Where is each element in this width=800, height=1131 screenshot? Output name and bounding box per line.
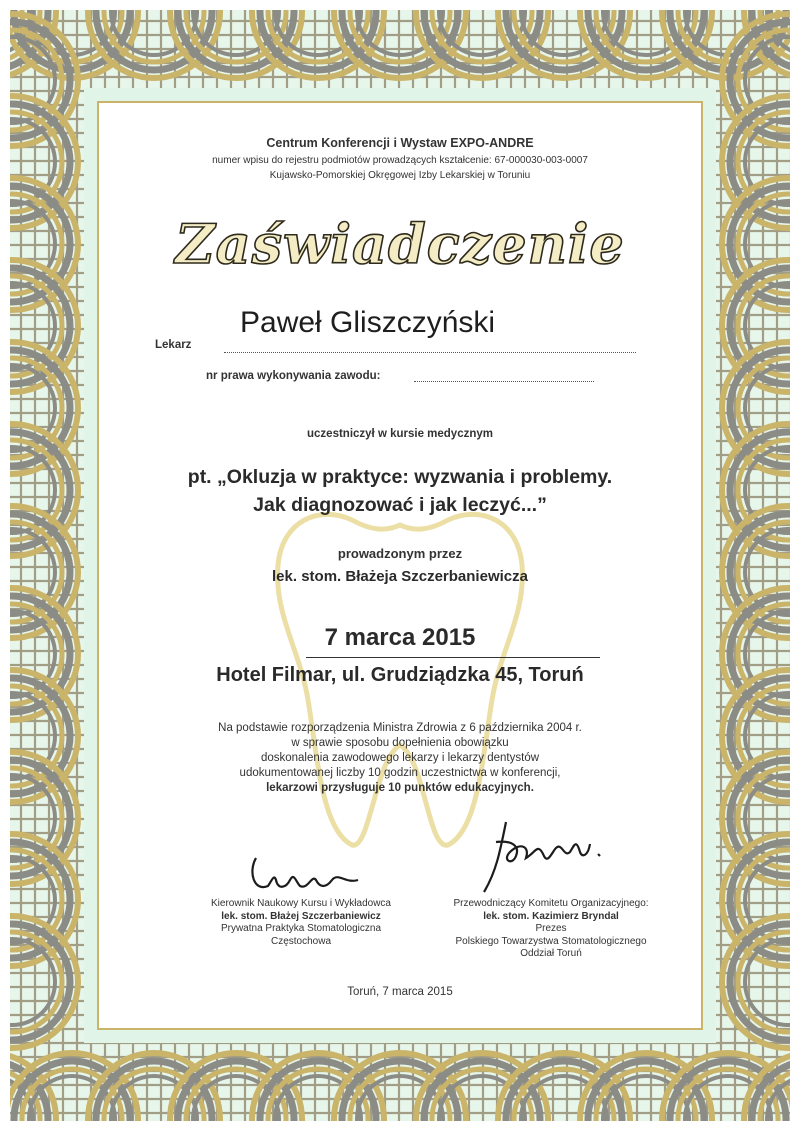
- place-and-date: Toruń, 7 marca 2015: [347, 986, 453, 998]
- right-signatory-name: lek. stom. Kazimierz Bryndal: [483, 910, 619, 922]
- legal-line-2: w sprawie sposobu dopełnienia obowiązku: [291, 737, 509, 749]
- license-label: nr prawa wykonywania zawodu:: [206, 370, 381, 382]
- legal-line-4: udokumentowanej liczby 10 godzin uczestnictwa w konferencji,: [239, 767, 561, 779]
- legal-line-3: doskonalenia zawodowego lekarzy i lekarzy dentystów: [260, 752, 540, 764]
- led-by-label: prowadzonym przez: [337, 546, 463, 561]
- registry-line: numer wpisu do rejestru podmiotów prowadzących kształcenie: 67-000030-003-0007: [212, 155, 588, 166]
- license-dotted-line: [414, 381, 594, 382]
- doctor-label: Lekarz: [155, 339, 192, 351]
- left-signatory-name: lek. stom. Błażej Szczerbaniewicz: [221, 910, 381, 922]
- right-signatory-role: Przewodniczący Komitetu Organizacyjnego:: [453, 898, 649, 909]
- organization-name: Centrum Konferencji i Wystaw EXPO-ANDRE: [266, 136, 534, 150]
- left-signatory: [176, 898, 426, 948]
- lecturer-name: lek. stom. Błażeja Szczerbaniewicza: [272, 568, 528, 585]
- date-underline: [306, 657, 600, 658]
- chamber-line: Kujawsko-Pomorskiej Okręgowej Izby Lekarskiej w Toruniu: [269, 170, 531, 181]
- certificate-title: Zaświadczenie: [175, 212, 625, 276]
- left-signatory-role: Kierownik Naukowy Kursu i Wykładowca: [211, 898, 391, 909]
- event-venue: Hotel Filmar, ul. Grudziądzka 45, Toruń: [216, 664, 584, 686]
- left-signatory-org2: Częstochowa: [270, 935, 332, 947]
- right-signature-icon: [476, 812, 612, 898]
- right-signatory-position: Prezes: [535, 923, 567, 934]
- left-signature-icon: [246, 850, 366, 898]
- legal-line-5: lekarzowi przysługuje 10 punktów edukacyjnych.: [266, 782, 534, 794]
- right-signatory-org1: Polskiego Towarzystwa Stomatologicznego: [455, 935, 647, 947]
- event-date: 7 marca 2015: [324, 624, 476, 651]
- recipient-name: Paweł Gliszczyński: [240, 306, 496, 339]
- legal-line-1: Na podstawie rozporządzenia Ministra Zdrowia z 6 października 2004 r.: [218, 722, 582, 734]
- right-signatory-org2: Oddział Toruń: [520, 948, 582, 959]
- course-title-line2: Jak diagnozować i jak leczyć...”: [253, 494, 547, 516]
- right-signatory: [416, 898, 686, 961]
- left-signatory-org1: Prywatna Praktyka Stomatologiczna: [220, 923, 382, 934]
- name-dotted-line: [224, 352, 636, 353]
- participation-text: uczestniczył w kursie medycznym: [307, 428, 493, 440]
- course-title-line1: pt. „Okluzja w praktyce: wyzwania i problemy.: [187, 466, 613, 488]
